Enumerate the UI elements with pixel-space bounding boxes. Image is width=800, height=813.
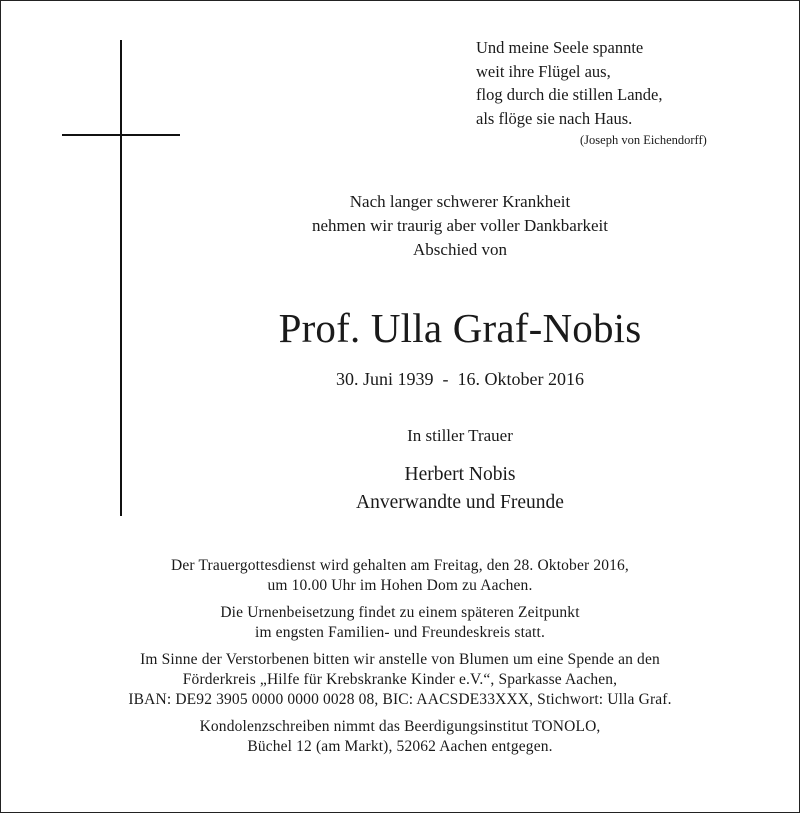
info-line: Kondolenzschreiben nimmt das Beerdigungsinstitut TONOLO, (199, 718, 601, 735)
donation-paragraph (20, 650, 780, 710)
info-block (20, 556, 780, 764)
mourner-name: Herbert Nobis (404, 464, 516, 485)
mourning-label: In stiller Trauer (407, 426, 513, 445)
info-line: Der Trauergottesdienst wird gehalten am Freitag, den 28. Oktober 2016, (171, 557, 629, 574)
poem-line: flog durch die stillen Lande, (476, 85, 663, 104)
info-line: im engsten Familien- und Freundeskreis statt. (254, 624, 545, 641)
cross-vertical-beam (120, 40, 122, 516)
poem-line: als flöge sie nach Haus. (476, 108, 633, 128)
condolences-paragraph (20, 717, 780, 757)
intro-line: Nach langer schwerer Krankheit (349, 192, 571, 211)
intro-line: Abschied von (413, 240, 507, 259)
mourners (200, 461, 720, 517)
poem-line: weit ihre Flügel aus, (476, 61, 611, 81)
poem-author: (Joseph von Eichendorff) (580, 133, 707, 147)
info-line: Förderkreis „Hilfe für Krebskranke Kinder e.V.“, Sparkasse Aachen, (182, 671, 618, 688)
info-line: um 10.00 Uhr im Hohen Dom zu Aachen. (267, 577, 533, 594)
life-dates: 30. Juni 1939 - 16. Oktober 2016 (336, 369, 584, 389)
service-paragraph (20, 556, 780, 596)
info-line: Die Urnenbeisetzung findet zu einem späteren Zeitpunkt (220, 604, 580, 621)
urn-paragraph (20, 603, 780, 643)
info-line: IBAN: DE92 3905 0000 0000 0028 08, BIC: AACSDE33XXX, Stichwort: Ulla Graf. (128, 691, 672, 708)
info-line: Im Sinne der Verstorbenen bitten wir anstelle von Blumen um eine Spende an den (140, 651, 660, 668)
deceased-name: Prof. Ulla Graf-Nobis (278, 305, 642, 351)
cross-horizontal-beam (62, 134, 180, 136)
poem (476, 36, 663, 130)
info-line: Büchel 12 (am Markt), 52062 Aachen entgegen. (247, 738, 553, 755)
intro-line: nehmen wir traurig aber voller Dankbarkeit (312, 216, 608, 235)
poem-line: Und meine Seele spannte (476, 38, 644, 57)
intro-text (190, 190, 730, 262)
mourner-name: Anverwandte und Freunde (356, 492, 564, 513)
